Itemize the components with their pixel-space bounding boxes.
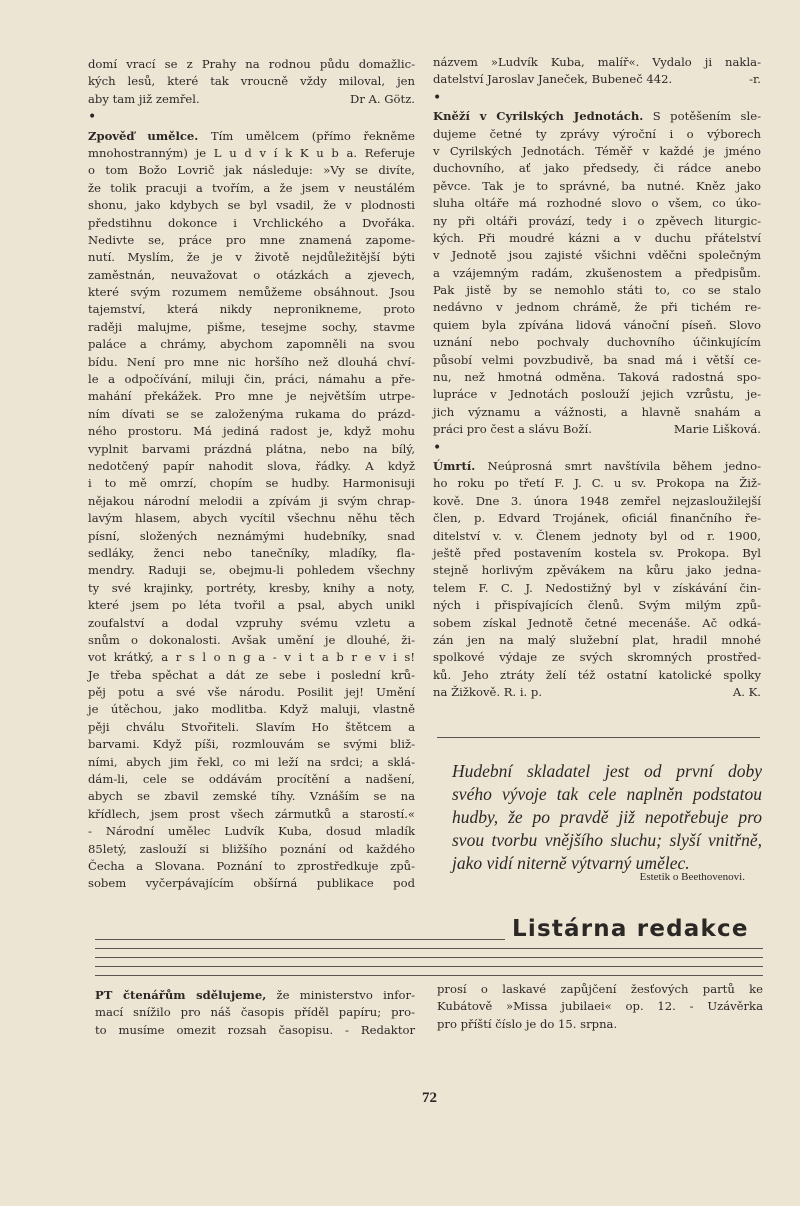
line-text: Pak jistě by se nemohlo státi to, co se stalo (433, 283, 761, 298)
text-line (88, 875, 415, 892)
line-text: quiem byla zpívána lidová vánoční píseň. Slovo (433, 317, 761, 332)
line-text: nedávno v jednom chrámě, že při tichém re- (433, 300, 761, 315)
line-text: pěj potu a své vše národu. Posilit jej! Umění (88, 685, 415, 700)
text-line (88, 823, 415, 840)
line-text: uznání nebo pochvaly duchovního účinkujícím (433, 335, 761, 350)
line-text: zán jen na malý služební plat, hradil mnohé (433, 632, 761, 647)
line-text: v Jednotě jsou zajisté všichni vděčni společným (433, 248, 761, 263)
line-text: které jsem po léta tvořil a psal, abych unikl (88, 598, 415, 613)
line-text: tajemství, která nikdy nepronikneme, proto (88, 302, 415, 317)
text-line (433, 580, 761, 597)
section-heading: Listárna redakce (512, 916, 749, 942)
line-text: pěvce. Tak je to správné, ba nutné. Kněz jako (433, 178, 761, 193)
text-line (433, 178, 761, 195)
line-text: předstihnu dokonce i Vrchlického a Dvořáka. (88, 215, 415, 230)
text-line (433, 632, 761, 649)
article-title: Úmrtí. (433, 458, 476, 473)
text-line (433, 54, 761, 71)
line-text: zoufalství a dodal vzpruhy svému vzletu a (88, 615, 415, 630)
line-text: barvami. Když píši, rozmlouvám se svými bliž- (88, 737, 415, 752)
line-text: Neúprosná smrt navštívila během jedno- (475, 458, 761, 473)
line-text: shonu, jako kdybych se byl vsadil, že v plodnosti (88, 198, 415, 213)
text-line (433, 108, 761, 125)
line-text: prosí o laskavé zapůjčení žesťových partů ke (437, 982, 763, 996)
line-text: písní, složených neznámými hudebníky, snad (88, 528, 415, 543)
text-line (88, 615, 415, 632)
line-text: sedláky, ženci nebo tanečníky, mladíky, fla- (88, 545, 415, 560)
line-text: mnohostranným) je L u d v í k K u b a. Referuje (88, 145, 415, 160)
line-text: paláce a chrámy, abychom zapomněli na svou (88, 337, 415, 352)
quote-line: svou tvorbu vnějšího sluchu; slyší vnitřně, (452, 830, 762, 850)
text-line (433, 597, 761, 614)
line-text: že ministerstvo infor- (266, 988, 415, 1002)
left-column (88, 56, 415, 893)
line-text: ty své krajinky, portréty, kresby, knihy a noty, (88, 580, 415, 595)
article-title: PT čtenářům sdělujeme, (95, 988, 267, 1002)
line-text: nedotčený papír nahodit slova, řádky. A když (88, 458, 415, 473)
text-line (95, 1004, 415, 1021)
line-text: sobem vyčerpávajícím obšírná publikace pod (88, 876, 415, 891)
text-line (88, 406, 415, 423)
line-text: abych se zbavil zemské tíhy. Vznáším se na (88, 789, 415, 804)
line-text: raději malujme, pišme, tesejme sochy, stavme (88, 319, 415, 334)
line-text: ných i přispívajících členů. Svým milým způ- (433, 598, 761, 613)
text-line (88, 475, 415, 492)
heading-rule (95, 957, 763, 958)
text-line (433, 282, 761, 299)
line-text: stejně horlivým zpěvákem na kůru jako jedna- (433, 563, 761, 578)
text-line (95, 987, 415, 1004)
text-line (88, 215, 415, 232)
beethoven-quote (452, 760, 762, 875)
line-text: práci pro čest a slávu Boží. (433, 422, 592, 437)
text-line (88, 667, 415, 684)
line-text: dám-li, cele se oddávám procítění a nadšení, (88, 772, 415, 787)
text-line (88, 388, 415, 405)
text-line (88, 301, 415, 318)
text-line (88, 754, 415, 771)
text-line (88, 545, 415, 562)
heading-rule (95, 939, 505, 940)
text-line (88, 180, 415, 197)
line-text: a vzájemným radám, zkušenostem a předpisům. (433, 265, 761, 280)
quote-line: jako vidí niterně výtvarný umělec. (452, 853, 690, 873)
text-line (433, 528, 761, 545)
line-text: duchovního, ať jako předsedy, či rádce anebo (433, 161, 761, 176)
page-number: 72 (422, 1090, 437, 1106)
line-text: ho roku po třetí F. J. C. u sv. Prokopa na Žiž- (433, 476, 761, 491)
text-line (433, 615, 761, 632)
quote-line: svého vývoje tak cele naplněn podstatou (452, 784, 762, 804)
text-line (88, 841, 415, 858)
text-line (88, 267, 415, 284)
line-text: názvem »Ludvík Kuba, malíř«. Vydalo ji nakla- (433, 55, 761, 69)
text-line (433, 369, 761, 386)
text-line (433, 475, 761, 492)
line-text: jich významu a vážnosti, a hlavně snahám a (433, 404, 761, 419)
line-text: nutí. Myslím, že je v životě nejdůležitější býti (88, 250, 415, 265)
line-text: Je třeba spěchat a dát ze sebe i poslední krů- (88, 667, 415, 682)
editorial-note-right (437, 981, 763, 1033)
line-text: nějakou národní melodii a zpívám ji svým chrap- (88, 493, 415, 508)
text-line (88, 562, 415, 579)
bullet-icon: • (433, 89, 442, 106)
signature-line (88, 91, 415, 108)
line-text: telem F. C. J. Nedostižný byl v získávání čin- (433, 580, 761, 595)
line-text: kově. Dne 3. února 1948 zemřel nejzasloužilejší (433, 493, 761, 508)
line-text: ním dívati se se založenýma rukama do prázd- (88, 406, 415, 421)
line-text: mahání překážek. Pro mne je největším utrpe- (88, 389, 415, 404)
text-line (88, 354, 415, 371)
line-text: ků. Jeho ztráty želí též ostatní katolické spolky (433, 667, 761, 682)
text-line (88, 649, 415, 666)
text-line (433, 160, 761, 177)
text-line (88, 580, 415, 597)
signature: Dr A. Götz. (350, 91, 415, 106)
text-line (88, 73, 415, 90)
text-line (433, 299, 761, 316)
line-text: Nedivte se, práce pro mne znamená zapome- (88, 232, 415, 247)
quote-line: Hudební skladatel jest od první doby (452, 761, 762, 781)
line-text: je útěchou, jako modlitba. Když maluji, vlastně (88, 702, 415, 717)
text-line (88, 719, 415, 736)
text-line (88, 771, 415, 788)
line-text: lavým hlasem, abych vycítil všechnu něhu těch (88, 511, 415, 526)
text-line (437, 1016, 763, 1033)
quote-attribution: Estetik o Beethovenovi. (639, 871, 745, 883)
text-line (433, 510, 761, 527)
heading-rule (95, 948, 763, 949)
text-line (88, 528, 415, 545)
line-text: spolkové výdaje ze svých skromných prostřed- (433, 650, 761, 665)
text-line (88, 336, 415, 353)
right-column (433, 54, 761, 701)
text-line (88, 493, 415, 510)
line-text: 85letý, zaslouží si bližšího poznání od každého (88, 841, 415, 856)
text-line (88, 632, 415, 649)
text-line (433, 195, 761, 212)
article-title: Zpověď umělce. (88, 128, 199, 143)
line-text: le a odpočívání, miluji čin, práci, námahu a pře- (88, 372, 415, 387)
line-text: ními, abych jim řekl, co mi leží na srdci; a sklá- (88, 754, 415, 769)
line-text: člen, p. Edvard Trojánek, oficiál finančního ře- (433, 511, 761, 526)
line-text: ještě před postavením kostela sv. Prokopa. Byl (433, 545, 761, 560)
line-text: datelství Jaroslav Janeček, Bubeneč 442. (433, 72, 673, 87)
text-line (88, 806, 415, 823)
text-line (88, 128, 415, 145)
line-text: mendry. Raduji se, obejmu-li pohledem všechny (88, 563, 415, 578)
line-text: o tom Božo Lovrič jak následuje: »Vy se divíte, (88, 163, 415, 178)
text-line (433, 386, 761, 403)
text-line (433, 126, 761, 143)
line-text: které svým rozumem nemůžeme obsáhnout. Jsou (88, 285, 415, 300)
text-line (88, 684, 415, 701)
text-line (433, 317, 761, 334)
text-line (88, 441, 415, 458)
article-title: Kněží v Cyrilských Jednotách. (433, 109, 644, 124)
text-line (433, 667, 761, 684)
line-text: pro příští číslo je do 15. srpna. (437, 1016, 618, 1031)
signature-line (433, 421, 761, 438)
signature-line (433, 684, 761, 701)
line-text: Tím umělcem (přímo řekněme (198, 128, 415, 143)
text-line (88, 249, 415, 266)
line-text: křídlech, jsem prost všech zármutků a starostí.« (88, 806, 415, 821)
text-line (88, 232, 415, 249)
text-line (88, 510, 415, 527)
line-text: i to mě omrzí, chopím se hudby. Harmonisuji (88, 476, 415, 491)
text-line (88, 371, 415, 388)
line-text: v Cyrilských Jednotách. Téměř v každé je jméno (433, 143, 761, 158)
line-text: domí vrací se z Prahy na rodnou půdu domažlic- (88, 57, 415, 71)
text-line (437, 981, 763, 998)
line-text: sobem získal Jednotě četné mecenáše. Ač odká- (433, 615, 761, 630)
line-text: sluha oltáře má rozhodné slovo o všem, co úko- (433, 196, 761, 211)
text-line (433, 545, 761, 562)
line-text: že tolik pracuji a tvořím, a že jsem v neustálém (88, 180, 415, 195)
line-text: vyplnit barvami prázdná plátna, nebo na bílý, (88, 441, 415, 456)
bullet-icon: • (433, 439, 442, 456)
line-text: S potěšením sle- (643, 109, 761, 124)
line-text: to musíme omezit rozsah časopisu. - Redaktor (95, 1022, 415, 1037)
text-line (88, 284, 415, 301)
heading-rule (95, 966, 763, 967)
quote-line: hudby, že po pravdě již nepotřebuje pro (452, 807, 762, 827)
text-line (88, 701, 415, 718)
text-line (95, 1022, 415, 1039)
text-line (88, 162, 415, 179)
text-line (88, 197, 415, 214)
text-line (88, 423, 415, 440)
line-text: zaměstnán, neuvažovat o otázkách a zjevech, (88, 267, 415, 282)
text-line (88, 458, 415, 475)
text-line (433, 143, 761, 160)
signature: A. K. (732, 685, 761, 700)
line-text: vot krátký, a r s l o n g a - v i t a b r e v i s! (88, 650, 415, 665)
line-text: Kubátově »Missa jubilaei« op. 12. - Uzávěrka (437, 999, 763, 1014)
text-line (433, 247, 761, 264)
line-text: ného prostoru. Má jediná radost je, když mohu (88, 424, 415, 439)
editorial-note-left (95, 987, 415, 1039)
text-line (433, 649, 761, 666)
line-text: Čecha a Slovana. Poznání to zprostředkuje způ- (88, 858, 415, 873)
line-text: nu, než hmotná odměna. Taková radostná spo- (433, 370, 761, 385)
text-line (88, 56, 415, 73)
heading-rule (95, 975, 763, 976)
line-text: kých. Při moudré kázni a v duchu přátelství (433, 230, 761, 245)
text-line (88, 788, 415, 805)
line-text: kých lesů, které tak vroucně vždy miloval, jen (88, 74, 415, 89)
text-line (88, 319, 415, 336)
text-line (88, 145, 415, 162)
text-line (433, 265, 761, 282)
line-text: ditelství v. v. Členem jednoty byl od r. 1900, (433, 528, 761, 543)
line-text: lupráce v Jednotách poslouží jejich vzrůstu, je- (433, 387, 761, 402)
column-divider-rule (437, 737, 760, 738)
signature-line (433, 71, 761, 88)
line-text: - Národní umělec Ludvík Kuba, dosud mladík (88, 824, 415, 839)
line-text: aby tam již zemřel. (88, 91, 200, 106)
text-line (88, 858, 415, 875)
text-line (437, 998, 763, 1015)
text-line (433, 404, 761, 421)
line-text: mací snížilo pro náš časopis příděl papíru; pro- (95, 1005, 415, 1020)
text-line (433, 334, 761, 351)
line-text: snům o dokonalosti. Avšak umění je dlouhé, ži- (88, 632, 415, 647)
text-line (433, 562, 761, 579)
signature: -r. (749, 72, 761, 87)
text-line (88, 736, 415, 753)
line-text: bídu. Není pro mne nic horšího než dlouhá chví- (88, 354, 415, 369)
text-line (433, 230, 761, 247)
signature: Marie Lišková. (673, 422, 761, 437)
text-line (433, 458, 761, 475)
text-line (433, 213, 761, 230)
bullet-icon: • (88, 109, 97, 126)
line-text: ny při oltáři provází, tedy i o zpěvech liturgic- (433, 213, 761, 228)
text-line (433, 352, 761, 369)
line-text: dujeme četné ty zprávy výroční i o výborech (433, 126, 761, 141)
line-text: na Žižkově. R. i. p. (433, 685, 543, 700)
line-text: působí velmi povzbudivě, ba snad má i větší ce- (433, 352, 761, 367)
text-line (433, 493, 761, 510)
text-line (88, 597, 415, 614)
line-text: pěji chválu Stvořiteli. Slavím Ho štětcem a (88, 719, 415, 734)
